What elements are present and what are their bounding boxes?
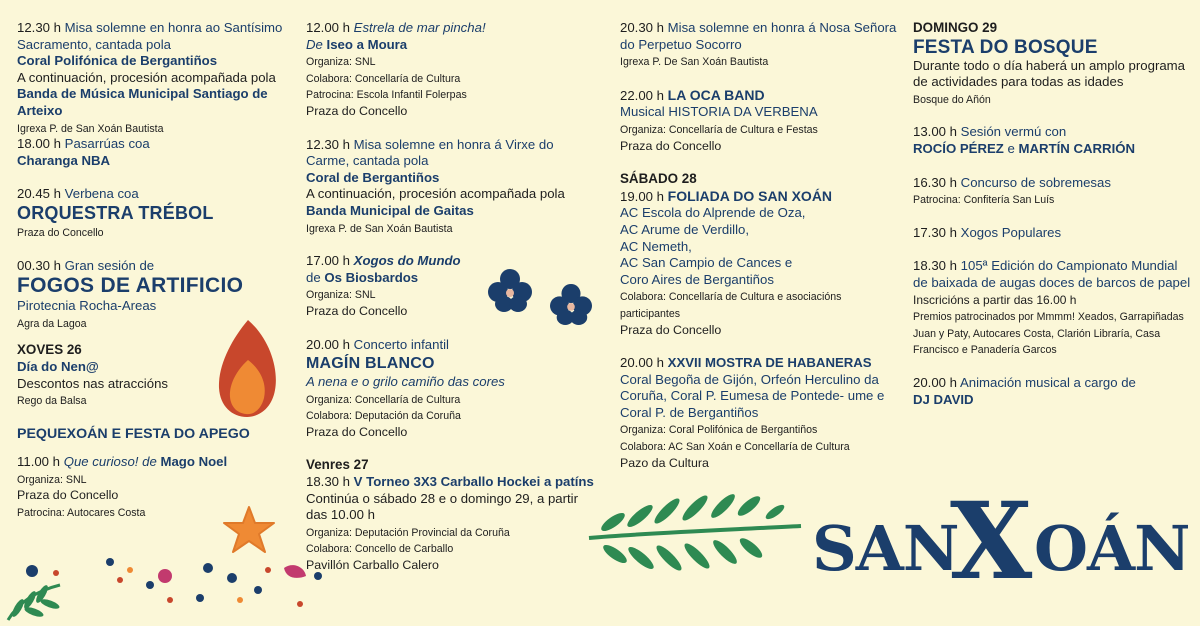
event-place: Rego da Balsa — [17, 395, 87, 408]
event-name: XXVII MOSTRA DE HABANERAS — [667, 355, 872, 371]
performer-name: FOGOS DE ARTIFICIO — [17, 274, 244, 298]
event-title: Concerto infantil — [353, 336, 449, 352]
event-name: V Torneo 3X3 Carballo Hockei a patíns — [353, 474, 594, 490]
svg-text:OÁN: OÁN — [1034, 512, 1188, 585]
event-place: Praza do Concello — [17, 488, 119, 503]
event-place: Praza do Concello — [17, 226, 104, 239]
event-subtitle: A nena e o grilo camiño das cores — [306, 374, 505, 390]
event-name: FOLIADA DO SAN XOÁN — [667, 187, 833, 204]
event-la-oca-band — [620, 87, 900, 154]
event-campionato-barcos — [913, 258, 1193, 358]
event-place: Agra da Lagoa — [17, 317, 87, 330]
event-time: 20.00 h — [306, 336, 350, 352]
group-list: Coral Begoña de Gijón, Orfeón Herculino da Coruña, Coral P. Eumesa de Pontede- ume e Coral P. de Bergantiños — [620, 371, 885, 420]
event-time: 12.30 h — [17, 20, 61, 35]
event-collaborator: Colabora: AC San Xoán e Concellaría de Cultura — [620, 441, 850, 454]
event-organizer: Organiza: SNL — [306, 289, 376, 302]
event-place: Praza do Concello — [620, 322, 722, 337]
event-title: Estrela de mar pincha! — [353, 20, 486, 35]
event-text: A continuación, procesión acompañada pola — [306, 186, 565, 202]
event-subtitle: Musical HISTORIA DA VERBENA — [620, 104, 818, 120]
event-verbena — [17, 186, 287, 240]
event-organizer: Organiza: SNL — [306, 56, 376, 69]
event-name: Día do Nen@ — [17, 358, 99, 374]
event-concurso-sobremesas — [913, 175, 1193, 208]
event-time: 18.30 h — [913, 258, 957, 274]
svg-text:X: X — [950, 478, 1033, 592]
bottom-decoration — [0, 540, 340, 626]
event-title: Animación musical a cargo de — [959, 374, 1136, 390]
event-organizer: Organiza: SNL — [17, 473, 87, 486]
event-estrela-de-mar: 12.00 h Estrela de mar pincha! De Iseo a Moura Organiza: SNL Colabora: Concellaría de Cultura Patrocina: Escola Infantil Folerpas Praza do Concello — [306, 20, 486, 118]
event-time: 19.00 h — [620, 188, 664, 204]
event-time: 20.00 h — [913, 374, 957, 390]
flower-icon — [548, 283, 594, 330]
event-concerto-infantil — [306, 337, 596, 441]
event-title: Misa solemne en honra á Virxe do Carme, cantada pola — [306, 136, 554, 169]
event-dj-david — [913, 375, 1193, 408]
event-title: Xogos Populares — [960, 224, 1062, 240]
column-4 — [913, 20, 1193, 425]
event-time: 00.30 h — [17, 257, 61, 273]
event-title: Sesión vermú con — [960, 124, 1067, 140]
event-prizes: Premios patrocinados por Mmmm! Xeados, Garrapiñadas Juan y Paty, Autocares Costa, Clarión Libraría, Casa Francisco e Panadería Garcos — [913, 311, 1184, 357]
event-text: Inscricións a partir das 16.00 h — [913, 292, 1077, 307]
event-title: 105ª Edición do Campionato Mundial de baixada de augas doces de barcos de papel — [913, 258, 1191, 290]
group-name: AC Nemeth, — [620, 238, 692, 254]
event-torneo-hockei — [306, 457, 596, 573]
event-time: 20.45 h — [17, 186, 61, 202]
svg-text:SAN: SAN — [812, 512, 959, 585]
event-title: Misa solemne en honra ao Santísimo Sacramento, cantada pola — [17, 20, 283, 52]
event-foliada — [620, 171, 900, 338]
event-title: Verbena coa — [64, 186, 139, 202]
event-title: Que curioso! de — [63, 454, 157, 470]
event-title: Concurso de sobremesas — [960, 174, 1111, 190]
event-time: 12.30 h — [306, 136, 350, 152]
performer-name: DJ DAVID — [913, 391, 974, 407]
event-title: Gran sesión de — [64, 257, 155, 273]
performer-name: Iseo a Moura — [326, 36, 408, 52]
event-text: Continúa o sábado 28 e o domingo 29, a partir das 10.00 h — [306, 490, 578, 523]
group-name: AC Escola do Alprende de Oza, — [620, 205, 806, 221]
event-text: A continuación, procesión acompañada pola — [17, 69, 276, 85]
section-pequexoan — [17, 426, 287, 443]
event-text: Descontos nas atraccións — [17, 375, 168, 391]
sanxoan-logo — [808, 452, 1188, 592]
event-place: Praza do Concello — [306, 424, 408, 439]
event-time: 17.30 h — [913, 224, 957, 240]
performer-name: Charanga NBA — [17, 152, 111, 168]
event-sponsor: Patrocina: Escola Infantil Folerpas — [306, 89, 467, 102]
day-heading: Venres 27 — [306, 457, 369, 473]
event-sesion-vermu: 13.00 h Sesión vermú con ROCÍO PÉREZ e MARTÍN CARRIÓN — [913, 124, 1136, 156]
event-time: 13.00 h — [913, 124, 957, 140]
event-sponsor: Patrocina: Confitería San Luís — [913, 194, 1055, 207]
flower-icon — [486, 268, 534, 317]
event-place: Bosque do Añón — [913, 93, 991, 106]
event-sponsor: Patrocina: Autocares Costa — [17, 507, 146, 520]
event-time: 17.00 h — [306, 253, 350, 269]
choir-name: Coral de Bergantiños — [306, 169, 440, 185]
event-misa-perpetuo-socorro — [620, 20, 900, 70]
event-time: 11.00 h — [17, 454, 61, 470]
event-place: Pavillón Carballo Calero — [306, 558, 439, 573]
group-name: AC Arume de Verdillo, — [620, 221, 750, 237]
fern-leaf-icon — [585, 478, 805, 603]
choir-name: Coral Polifónica de Bergantiños — [17, 53, 218, 69]
performer-name: ORQUESTRA TRÉBOL — [17, 202, 214, 223]
performer-name: MAGÍN BLANCO — [306, 355, 435, 373]
event-misa-santisimo — [17, 20, 287, 169]
sanxoan-logo-graphic — [808, 452, 1188, 592]
event-organizer: Organiza: Coral Polifónica de Bergantiños — [620, 424, 818, 437]
event-time: 18.30 h — [306, 474, 350, 490]
event-time: 22.00 h — [620, 87, 664, 103]
group-name: Coro Aires de Bergantiños — [620, 271, 774, 287]
event-collaborator: Colabora: Concello de Carballo — [306, 543, 454, 556]
performer-name: Mago Noel — [160, 454, 228, 470]
event-collaborator: Colabora: Deputación da Coruña — [306, 410, 461, 423]
event-collaborator: Colabora: Concellaría de Cultura e asociacións participantes — [620, 291, 842, 320]
column-3 — [620, 20, 900, 488]
event-place: Igrexa P. de San Xoán Bautista — [306, 222, 453, 235]
performer-name: ROCÍO PÉREZ — [913, 140, 1004, 156]
event-time: 20.30 h — [620, 20, 664, 35]
group-name: AC San Campio de Cances e — [620, 255, 793, 271]
performer-name: LA OCA BAND — [667, 86, 765, 103]
day-heading: DOMINGO 29 — [913, 20, 998, 35]
event-organizer: Organiza: Concellaría de Cultura — [306, 393, 461, 406]
column-1 — [17, 20, 287, 538]
flame-icon — [217, 318, 279, 423]
section-heading: PEQUEXOÁN E FESTA DO APEGO — [17, 425, 250, 442]
performer-name: Os Biosbardos — [324, 269, 419, 285]
event-misa-virxe-carme — [306, 137, 596, 237]
band-name: Banda Municipal de Gaitas — [306, 202, 474, 218]
event-collaborator: Colabora: Concellaría de Cultura — [306, 72, 461, 85]
day-heading: XOVES 26 — [17, 342, 82, 358]
event-time: 18.00 h — [17, 136, 61, 152]
event-title: Xogos do Mundo — [353, 253, 461, 269]
event-place: Pazo da Cultura — [620, 455, 709, 470]
day-heading: SÁBADO 28 — [620, 171, 697, 187]
event-title: Pasarrúas coa — [64, 136, 150, 152]
event-festa-do-bosque — [913, 20, 1193, 107]
event-place: Igrexa P. de San Xoán Bautista — [17, 122, 164, 135]
event-organizer: Organiza: Deputación Provincial da Coruña — [306, 526, 510, 539]
event-xogos-populares — [913, 225, 1193, 242]
band-name: Banda de Música Municipal Santiago de Arteixo — [17, 86, 268, 118]
event-xogos-do-mundo: 17.00 h Xogos do Mundo de Os Biosbardos Organiza: SNL Praza do Concello — [306, 253, 461, 318]
performer-name: MARTÍN CARRIÓN — [1018, 140, 1136, 156]
event-organizer: Organiza: Concellaría de Cultura e Festas — [620, 123, 818, 136]
event-time: 20.00 h — [620, 355, 664, 371]
event-text: Durante todo o día haberá un amplo programa de actividades para todas as idades — [913, 57, 1185, 90]
event-name: FESTA DO BOSQUE — [913, 36, 1098, 58]
event-place: Praza do Concello — [306, 103, 408, 118]
event-place: Igrexa P. De San Xoán Bautista — [620, 56, 769, 69]
event-time: 16.30 h — [913, 174, 957, 190]
event-title: Misa solemne en honra á Nosa Señora do Perpetuo Socorro — [620, 20, 897, 52]
event-subtitle: Pirotecnia Rocha-Areas — [17, 298, 157, 314]
event-place: Praza do Concello — [620, 138, 722, 153]
event-time: 12.00 h — [306, 20, 350, 35]
event-place: Praza do Concello — [306, 303, 408, 318]
